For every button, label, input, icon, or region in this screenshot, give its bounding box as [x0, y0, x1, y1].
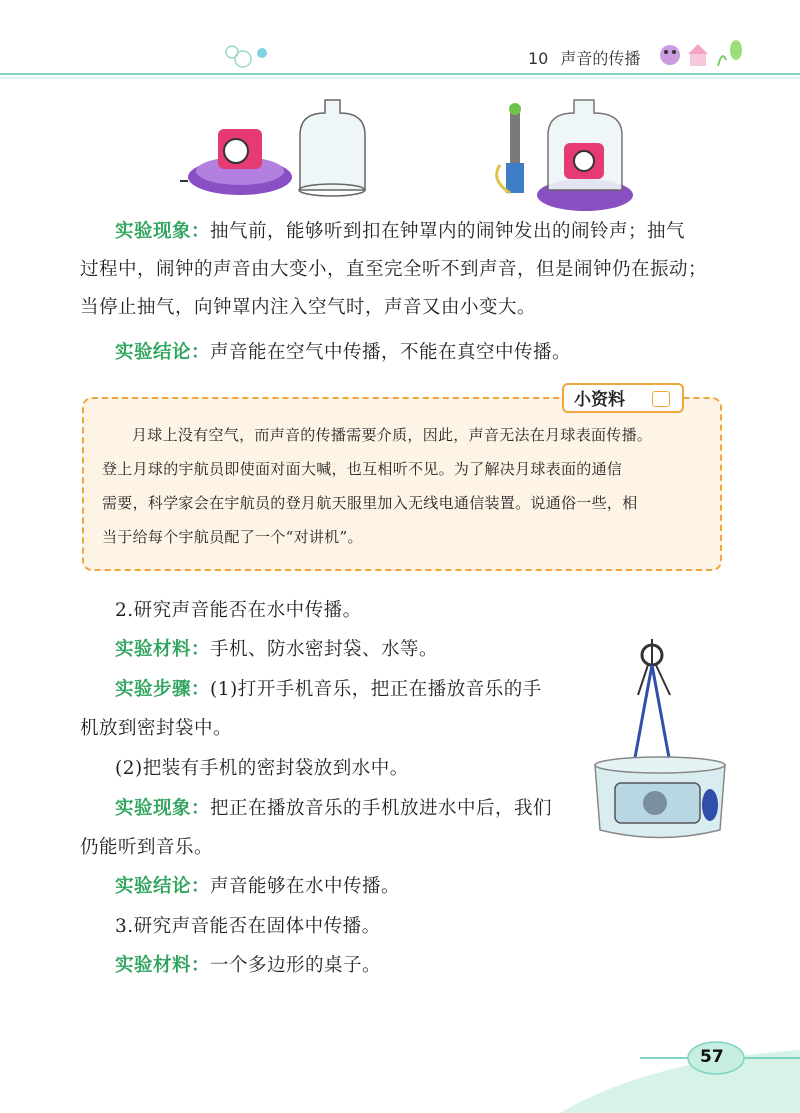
header-decoration — [0, 0, 800, 80]
house-icon — [688, 44, 708, 66]
exp2-phenomenon-line-2: 仍能听到音乐。 — [80, 837, 214, 858]
phenomenon-1-line-3: 当停止抽气，向钟罩内注入空气时，声音又由小变大。 — [80, 297, 537, 318]
page-header — [0, 0, 800, 80]
exp2-phenomenon-line-1 — [115, 790, 585, 828]
conclusion-text: 声音能在空气中传播，不能在真空中传播。 — [210, 342, 572, 363]
conclusion-1 — [115, 334, 755, 372]
conclusion-label: 实验结论： — [115, 342, 211, 363]
cartoon-bug-icon — [660, 45, 680, 65]
exp2-steps-line-1 — [115, 671, 585, 709]
chapter-number: 10 — [528, 49, 549, 68]
alarm-clock-and-bell-jar-illustration — [180, 95, 370, 205]
footer-decoration — [0, 1020, 800, 1113]
materials-text: 一个多边形的桌子。 — [210, 955, 382, 976]
materials-label: 实验材料： — [115, 955, 211, 976]
conclusion-text: 声音能够在水中传播。 — [210, 876, 401, 897]
exp3-materials — [115, 947, 755, 985]
sprout-icon — [718, 56, 726, 66]
phenomenon-1-line-2: 过程中，闹钟的声音由大变小，直至完全听不到声音，但是闹钟仍在振动； — [80, 259, 708, 280]
conclusion-label: 实验结论： — [115, 876, 211, 897]
chapter-title — [528, 46, 640, 69]
info-box-text — [102, 418, 702, 554]
materials-label: 实验材料： — [115, 639, 211, 660]
info-line-2: 登上月球的宇航员即使面对面大喊，也互相听不见。为了解决月球表面的通信 — [102, 460, 623, 478]
phenomenon-label: 实验现象： — [115, 798, 211, 819]
chapter-name: 声音的传播 — [560, 49, 641, 68]
vacuum-pump-bell-jar-illustration — [490, 95, 640, 213]
phenomenon-label: 实验现象： — [115, 221, 211, 242]
info-box-tag-label: 小资料 — [574, 390, 625, 410]
page-number: 57 — [700, 1047, 724, 1067]
exp3-title: 3.研究声音能否在固体中传播。 — [115, 916, 381, 937]
exp2-steps-line-2: 机放到密封袋中。 — [80, 718, 233, 739]
info-line-3: 需要，科学家会在宇航员的登月航天服里加入无线电通信装置。说通俗一些，相 — [102, 494, 638, 512]
steps-label: 实验步骤： — [115, 679, 211, 700]
exp2-steps-line-3: (2)把装有手机的密封袋放到水中。 — [115, 758, 409, 779]
phenomenon-text: 把正在播放音乐的手机放进水中后，我们 — [210, 798, 553, 819]
phenomenon-1-line-1 — [115, 213, 725, 251]
steps-text: (1)打开手机音乐，把正在播放音乐的手 — [210, 679, 542, 700]
exp2-conclusion — [115, 868, 755, 906]
phone-in-water-illustration — [590, 635, 730, 850]
materials-text: 手机、防水密封袋、水等。 — [210, 639, 439, 660]
exp2-title: 2.研究声音能否在水中传播。 — [115, 600, 362, 621]
leaf-icon — [730, 40, 742, 60]
info-box-tag — [562, 383, 684, 413]
info-line-1: 月球上没有空气，而声音的传播需要介质，因此，声音无法在月球表面传播。 — [132, 426, 653, 444]
phenomenon-text: 抽气前，能够听到扣在钟罩内的闹钟发出的闹铃声；抽气 — [210, 221, 686, 242]
note-icon — [652, 391, 670, 407]
info-line-4: 当于给每个宇航员配了一个“对讲机”。 — [102, 528, 363, 546]
